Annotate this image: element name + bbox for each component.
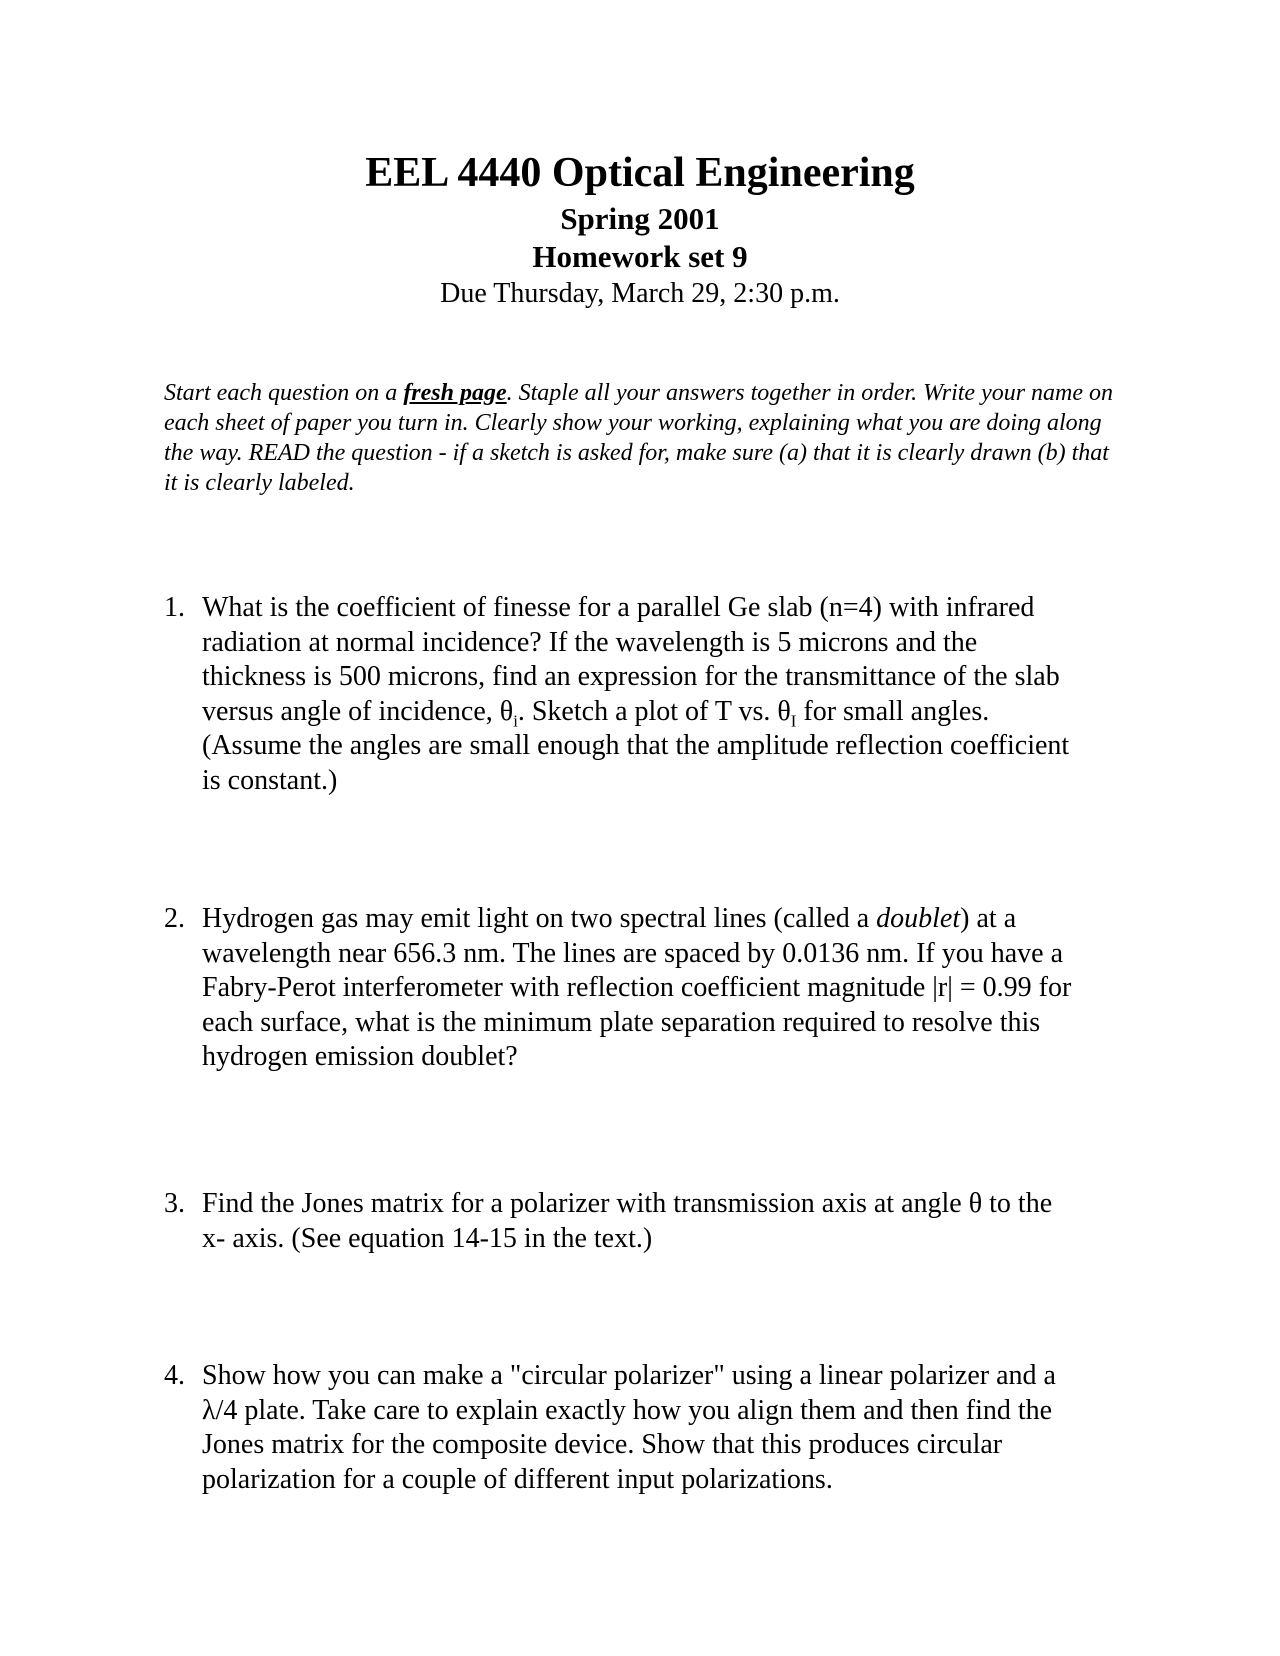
question-line: λ/4 plate. Take care to explain exactly how you align them and then find the xyxy=(202,1394,1053,1426)
question-3 xyxy=(164,1187,1124,1256)
question-number: 3. xyxy=(164,1188,185,1219)
question-line-part: . Sketch a plot of T vs. θ xyxy=(517,695,791,727)
question-line-part: for small angles. xyxy=(796,695,990,727)
question-line-part: versus angle of incidence, θ xyxy=(202,695,514,727)
question-2 xyxy=(164,902,1124,1075)
question-line: Show how you can make a "circular polarizer" using a linear polarizer and a xyxy=(202,1360,1056,1391)
question-line: Fabry-Perot interferometer with reflection coefficient magnitude |r| = 0.99 for xyxy=(202,972,1072,1003)
question-text xyxy=(202,591,1124,798)
question-line xyxy=(202,695,1124,730)
question-line: Jones matrix for the composite device. Show that this produces circular xyxy=(202,1429,1003,1460)
instructions-emphasis: fresh page xyxy=(403,380,507,406)
question-number: 4. xyxy=(164,1360,185,1391)
instructions-paragraph xyxy=(164,378,1124,498)
question-line: hydrogen emission doublet? xyxy=(202,1041,518,1072)
question-line: radiation at normal incidence? If the wavelength is 5 microns and the xyxy=(202,626,978,658)
question-line: x- axis. (See equation 14-15 in the text.) xyxy=(202,1222,653,1254)
question-line: is constant.) xyxy=(202,764,338,796)
question-line-part: ) at a xyxy=(960,903,1017,934)
question-line: Find the Jones matrix for a polarizer with transmission axis at angle θ to the xyxy=(202,1188,1053,1219)
question-text xyxy=(202,902,1124,1075)
question-line: (Assume the angles are small enough that the amplitude reflection coefficient xyxy=(202,730,1070,761)
question-1 xyxy=(164,591,1124,798)
question-4 xyxy=(164,1359,1124,1497)
question-line: What is the coefficient of finesse for a parallel Ge slab (n=4) with infrared xyxy=(202,592,1035,623)
question-line-part: Hydrogen gas may emit light on two spectral lines (called a xyxy=(202,903,877,934)
subscript-i: i xyxy=(513,711,518,731)
instructions-text-start: Start each question on a xyxy=(164,380,404,406)
doublet-emphasis: doublet xyxy=(876,903,961,934)
question-text xyxy=(202,1359,1124,1497)
subscript-I: I xyxy=(790,711,797,731)
question-line: thickness is 500 microns, find an expression for the transmittance of the slab xyxy=(202,661,1060,692)
instructions-text-rest: . Staple all your answers together in order. Write your name on each sheet of paper you turn in. Clearly show your working, explaining what you are doing along the way. READ the question - if a sketch is asked for, make sure (a) that it is clearly drawn (b) that it is clearly labeled. xyxy=(164,380,1114,496)
question-text xyxy=(202,1187,1124,1256)
question-line: wavelength near 656.3 nm. The lines are spaced by 0.0136 nm. If you have a xyxy=(202,937,1063,969)
question-number: 2. xyxy=(164,903,185,934)
homework-set-heading: Homework set 9 xyxy=(532,239,748,274)
due-date: Due Thursday, March 29, 2:30 p.m. xyxy=(440,278,840,309)
course-title: EEL 4440 Optical Engineering xyxy=(365,150,915,196)
question-number: 1. xyxy=(164,592,185,623)
question-line: polarization for a couple of different input polarizations. xyxy=(202,1463,833,1495)
term-heading: Spring 2001 xyxy=(560,201,720,236)
question-line: each surface, what is the minimum plate separation required to resolve this xyxy=(202,1006,1041,1038)
question-line xyxy=(202,902,1124,937)
